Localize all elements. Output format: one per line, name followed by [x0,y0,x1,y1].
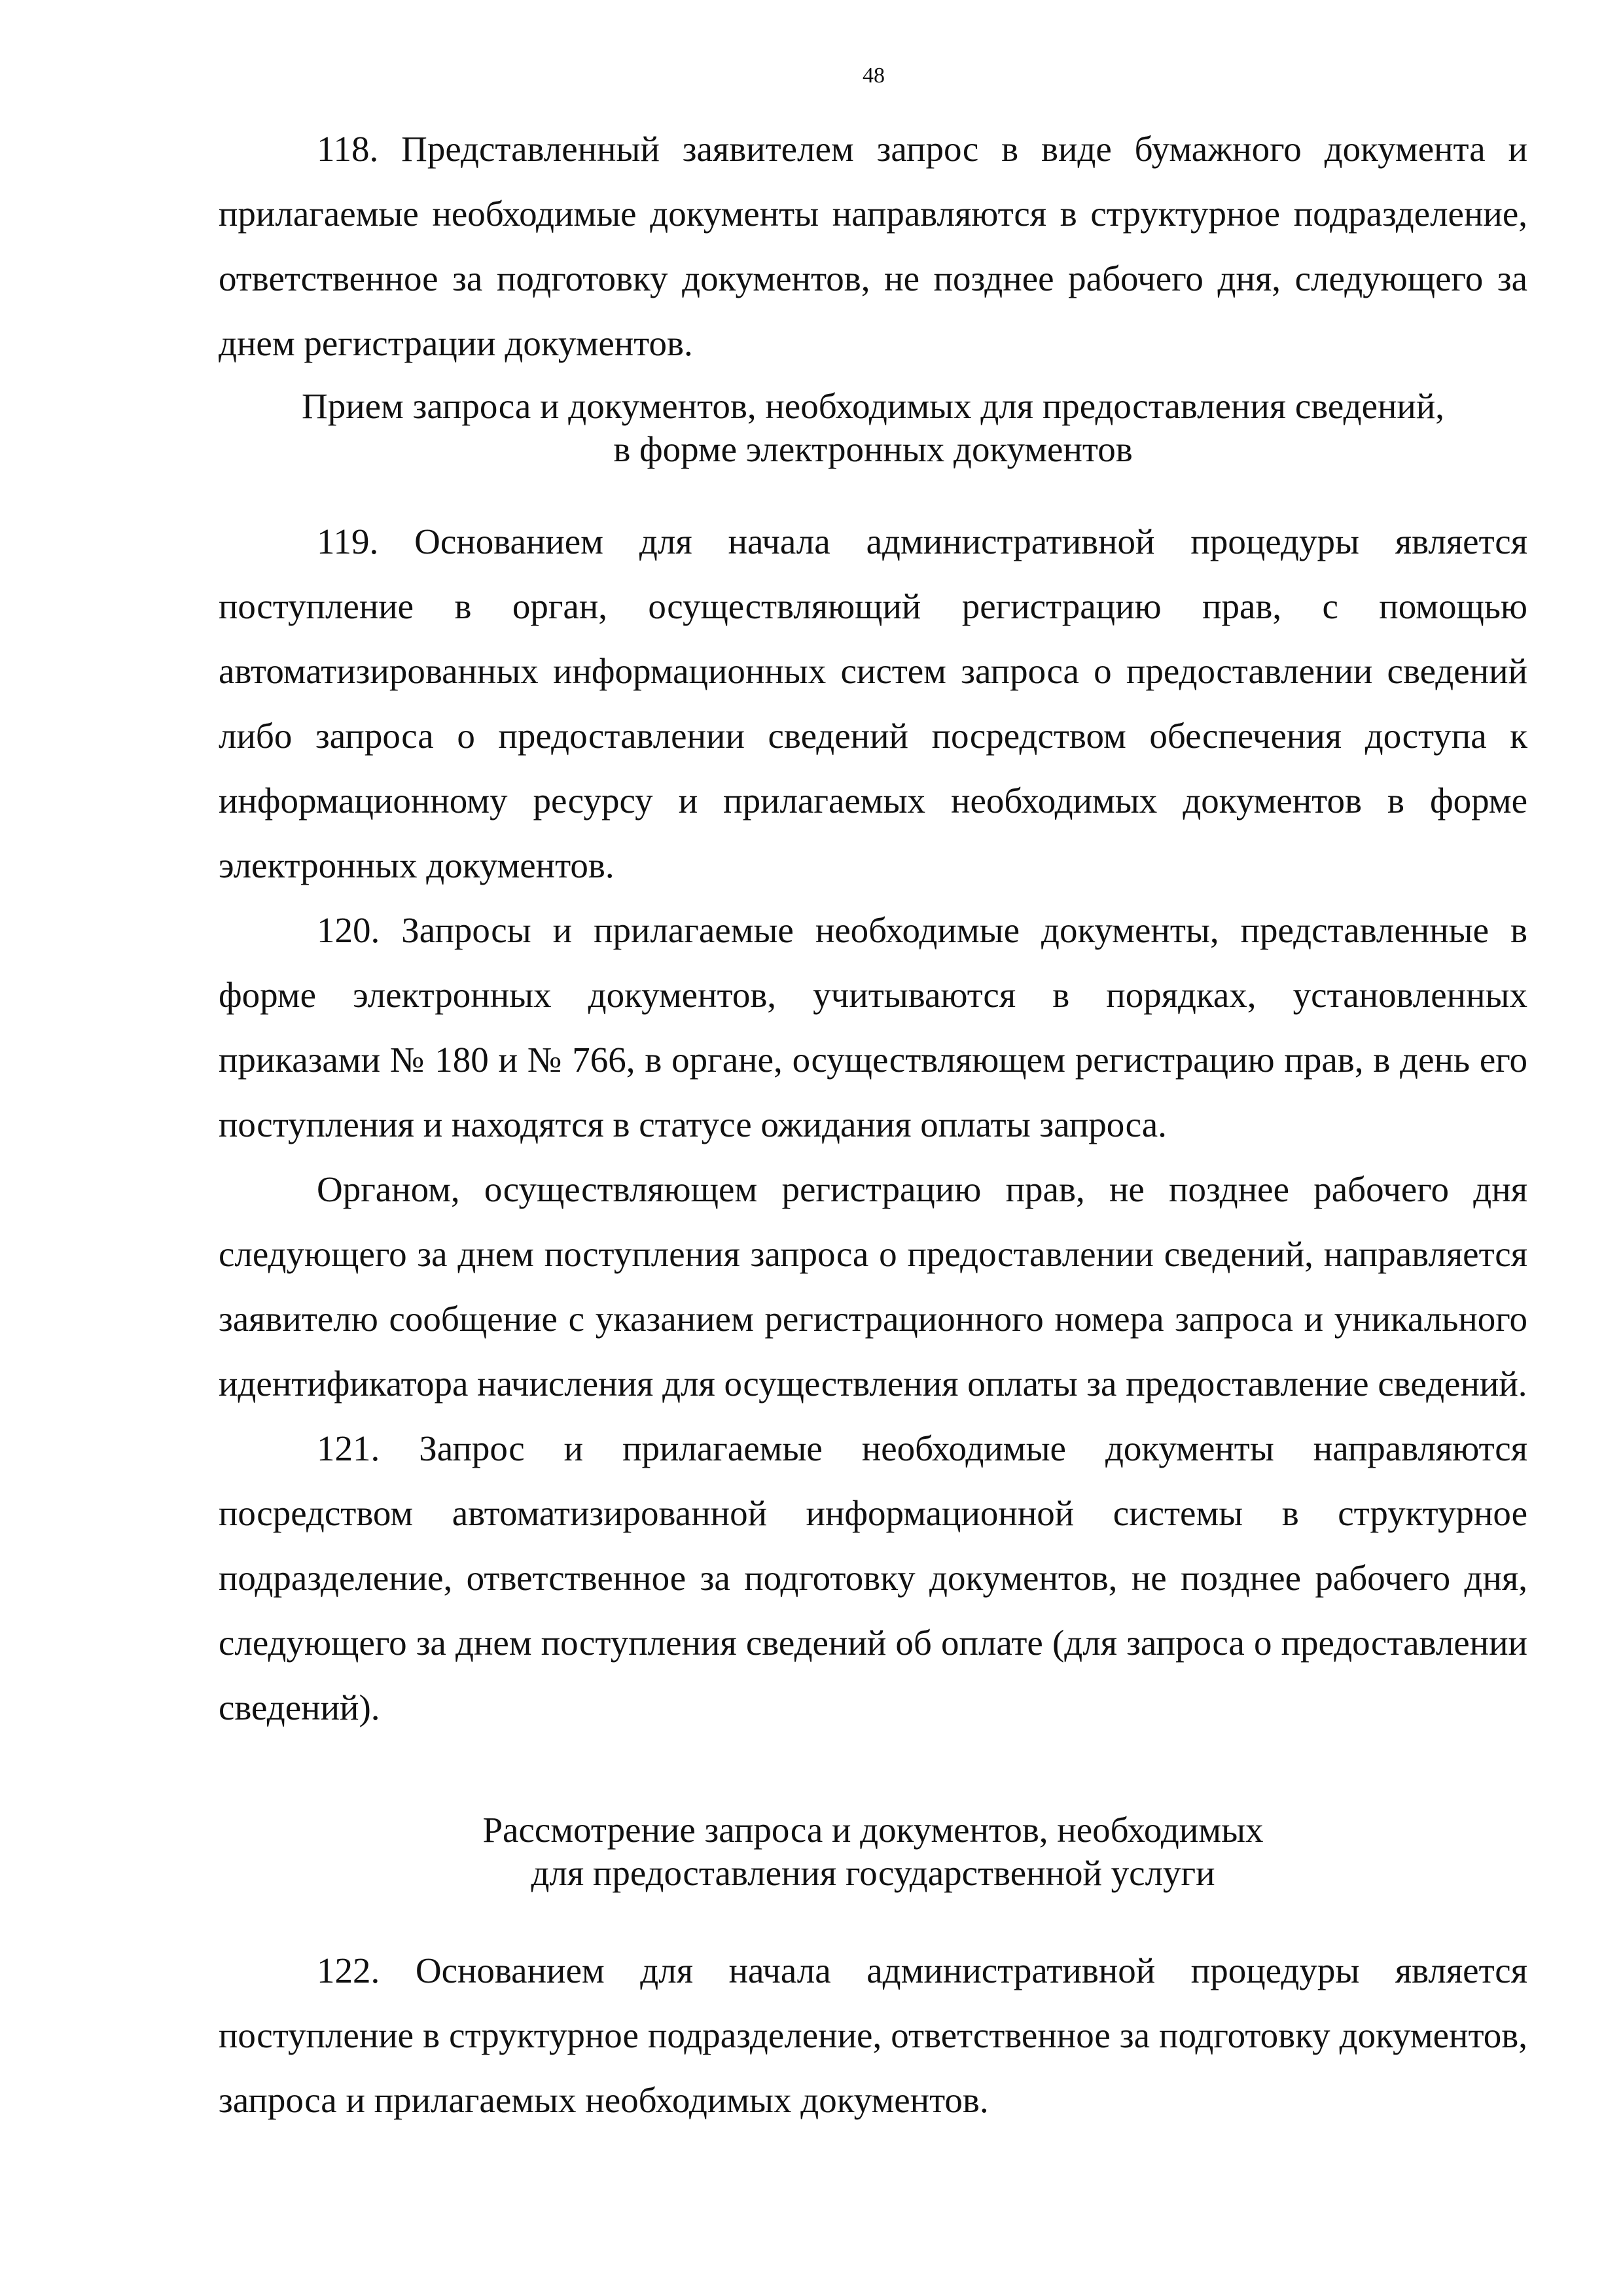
page-number: 48 [863,63,885,88]
heading-line: для предоставления государственной услуги [531,1853,1215,1893]
document-body [219,116,1527,2132]
paragraph-119: 119. Основанием для начала административной процедуры является поступление в орган, осуществляющий регистрацию прав, с помощью автоматизированных информационных систем запроса о предоставлении сведений либо запроса о предоставлении сведений посредством обеспечения доступа к информационному ресурсу и прилагаемых необходимых документов в форме электронных документов. [219,521,1527,885]
paragraph-122: 122. Основанием для начала административной процедуры является поступление в структурное подразделение, ответственное за подготовку документов, запроса и прилагаемых необходимых документов. [219,1951,1527,2120]
heading-line: в форме электронных документов [613,429,1133,469]
heading-line: Рассмотрение запроса и документов, необходимых [482,1810,1264,1850]
paragraph-118: 118. Представленный заявителем запрос в виде бумажного документа и прилагаемые необходимые документы направляются в структурное подразделение, ответственное за подготовку документов, не позднее рабочего дня, следующего за днем регистрации документов. [219,129,1527,363]
section-heading-electronic-request [219,385,1527,471]
paragraph-121: 121. Запрос и прилагаемые необходимые документы направляются посредством автоматизированной информационной системы в структурное подразделение, ответственное за подготовку документов, не позднее рабочего дня, следующего за днем поступления сведений об оплате (для запроса о предоставлении сведений). [219,1428,1527,1727]
section-heading-request-review [219,1809,1527,1895]
paragraph-120: 120. Запросы и прилагаемые необходимые документы, представленные в форме электронных документов, учитываются в порядках, установленных приказами № 180 и № 766, в органе, осуществляющем регистрацию прав, в день его поступления и находятся в статусе ожидания оплаты запроса. [219,910,1527,1144]
heading-line: Прием запроса и документов, необходимых для предоставления сведений, [301,386,1445,426]
paragraph-120-continued: Органом, осуществляющем регистрацию прав, не позднее рабочего дня следующего за днем поступления запроса о предоставлении сведений, направляется заявителю сообщение с указанием регистрационного номера запроса и уникального идентификатора начисления для осуществления оплаты за предоставление сведений. [219,1169,1527,1404]
